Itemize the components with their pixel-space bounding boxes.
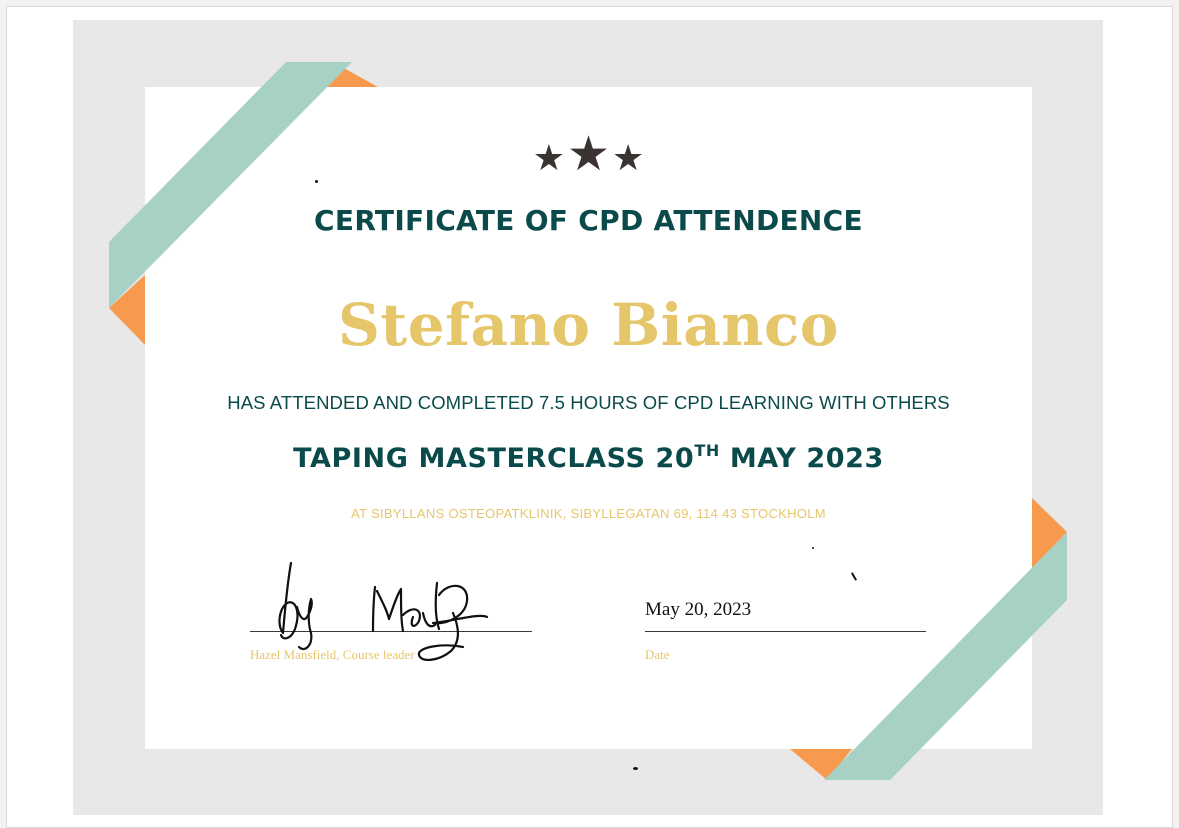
attendance-statement: HAS ATTENDED AND COMPLETED 7.5 HOURS OF CPD LEARNING WITH OTHERS [227,392,950,413]
ink-speck [812,547,814,549]
venue-address: AT SIBYLLANS OSTEOPATKLINIK, SIBYLLEGATAN 69, 114 43 STOCKHOLM [351,506,826,521]
course-ordinal-suffix: TH [694,441,720,460]
ribbon-band-top-left [109,62,352,308]
ribbon-band-bottom-right [824,532,1067,780]
course-name-prefix: TAPING MASTERCLASS 20 [293,443,695,474]
date-label: Date [645,647,670,662]
recipient-name: Stefano Bianco [338,291,839,359]
signatory-label: Hazel Mansfield, Course leader [250,647,415,662]
date-value: May 20, 2023 [645,599,752,620]
star-icon: ★ [612,137,645,178]
ink-speck [315,180,318,183]
handwritten-signature [273,555,493,670]
star-icon: ★ [566,128,611,181]
certificate-title: CERTIFICATE OF CPD ATTENDENCE [314,204,863,237]
star-icon: ★ [532,137,565,178]
ink-speck [633,767,638,770]
course-name-suffix: MAY 2023 [719,443,884,474]
